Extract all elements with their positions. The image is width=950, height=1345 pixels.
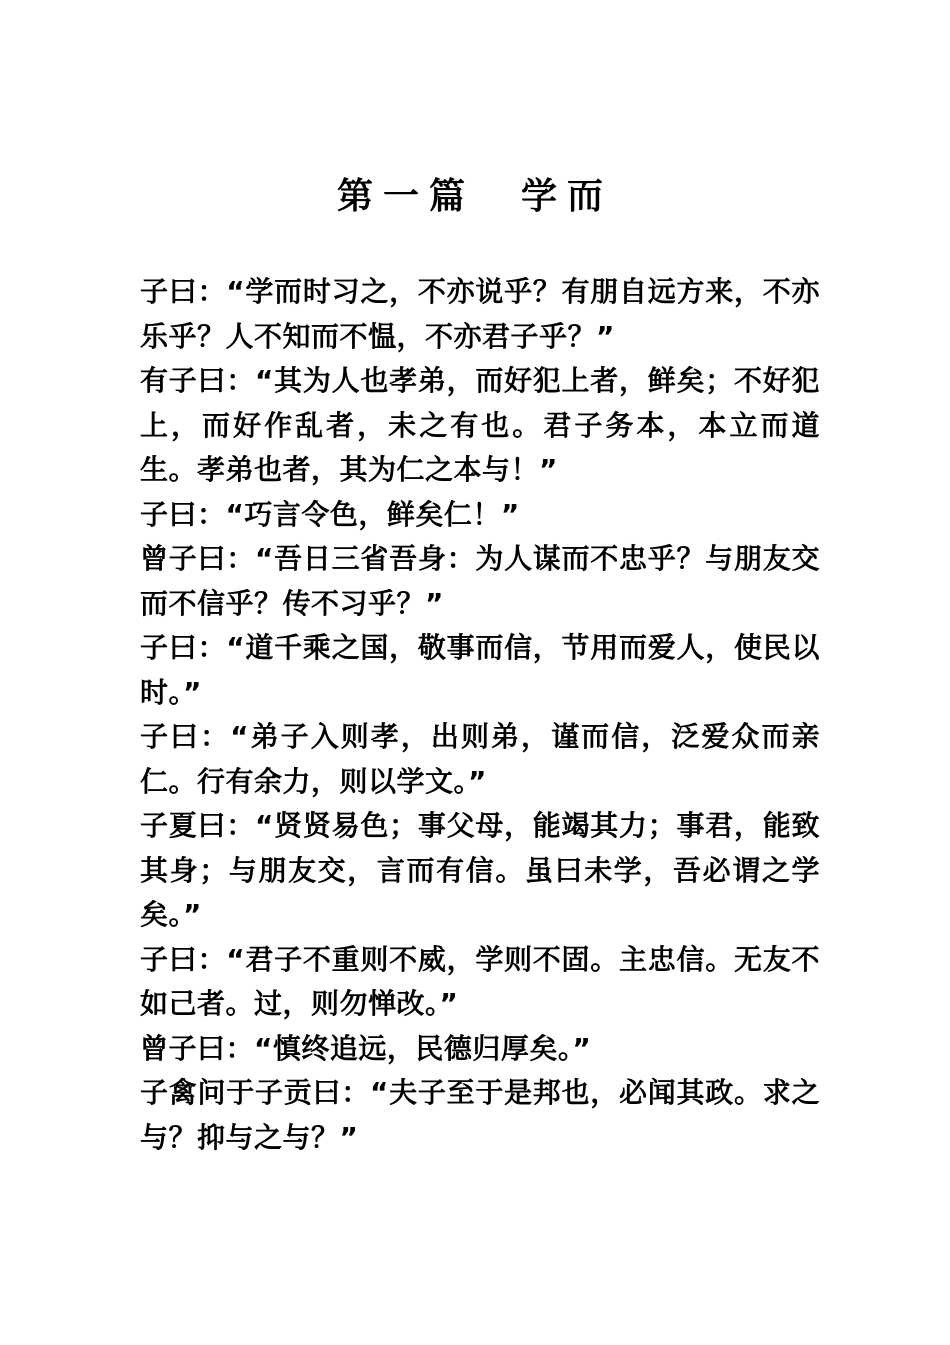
paragraph-3: 子曰：“巧言令色，鲜矣仁！” [140,497,520,531]
chapter-title: 第一篇 学而 [336,175,613,217]
paragraph-4: 曾子曰：“吾日三省吾身：为人谋而不忠乎？与朋友交而不信乎？传不习乎？” [140,542,820,620]
body-text [140,270,820,1160]
paragraph-2: 有子曰：“其为人也孝弟，而好犯上者，鲜矣；不好犯上，而好作乱者，未之有也。君子务本，本立而道生。孝弟也者，其为仁之本与！” [140,364,820,486]
paragraph-9: 曾子曰：“慎终追远，民德归厚矣。” [140,1031,592,1065]
paragraph-5: 子曰：“道千乘之国，敬事而信，节用而爱人，使民以时。” [140,631,820,709]
paragraph-10: 子禽问于子贡曰：“夫子至于是邦也，必闻其政。求之与？抑与之与？” [140,1076,820,1154]
paragraph-7: 子夏曰：“贤贤易色；事父母，能竭其力；事君，能致其身；与朋友交，言而有信。虽曰未学，吾必谓之学矣。” [140,809,820,931]
paragraph-1: 子曰：“学而时习之，不亦说乎？有朋自远方来，不亦乐乎？人不知而不愠，不亦君子乎？” [140,275,820,353]
paragraph-8: 子曰：“君子不重则不威，学则不固。主忠信。无友不如己者。过，则勿惮改。” [140,942,820,1020]
paragraph-6: 子曰：“弟子入则孝，出则弟，谨而信，泛爱众而亲仁。行有余力，则以学文。” [140,720,820,798]
